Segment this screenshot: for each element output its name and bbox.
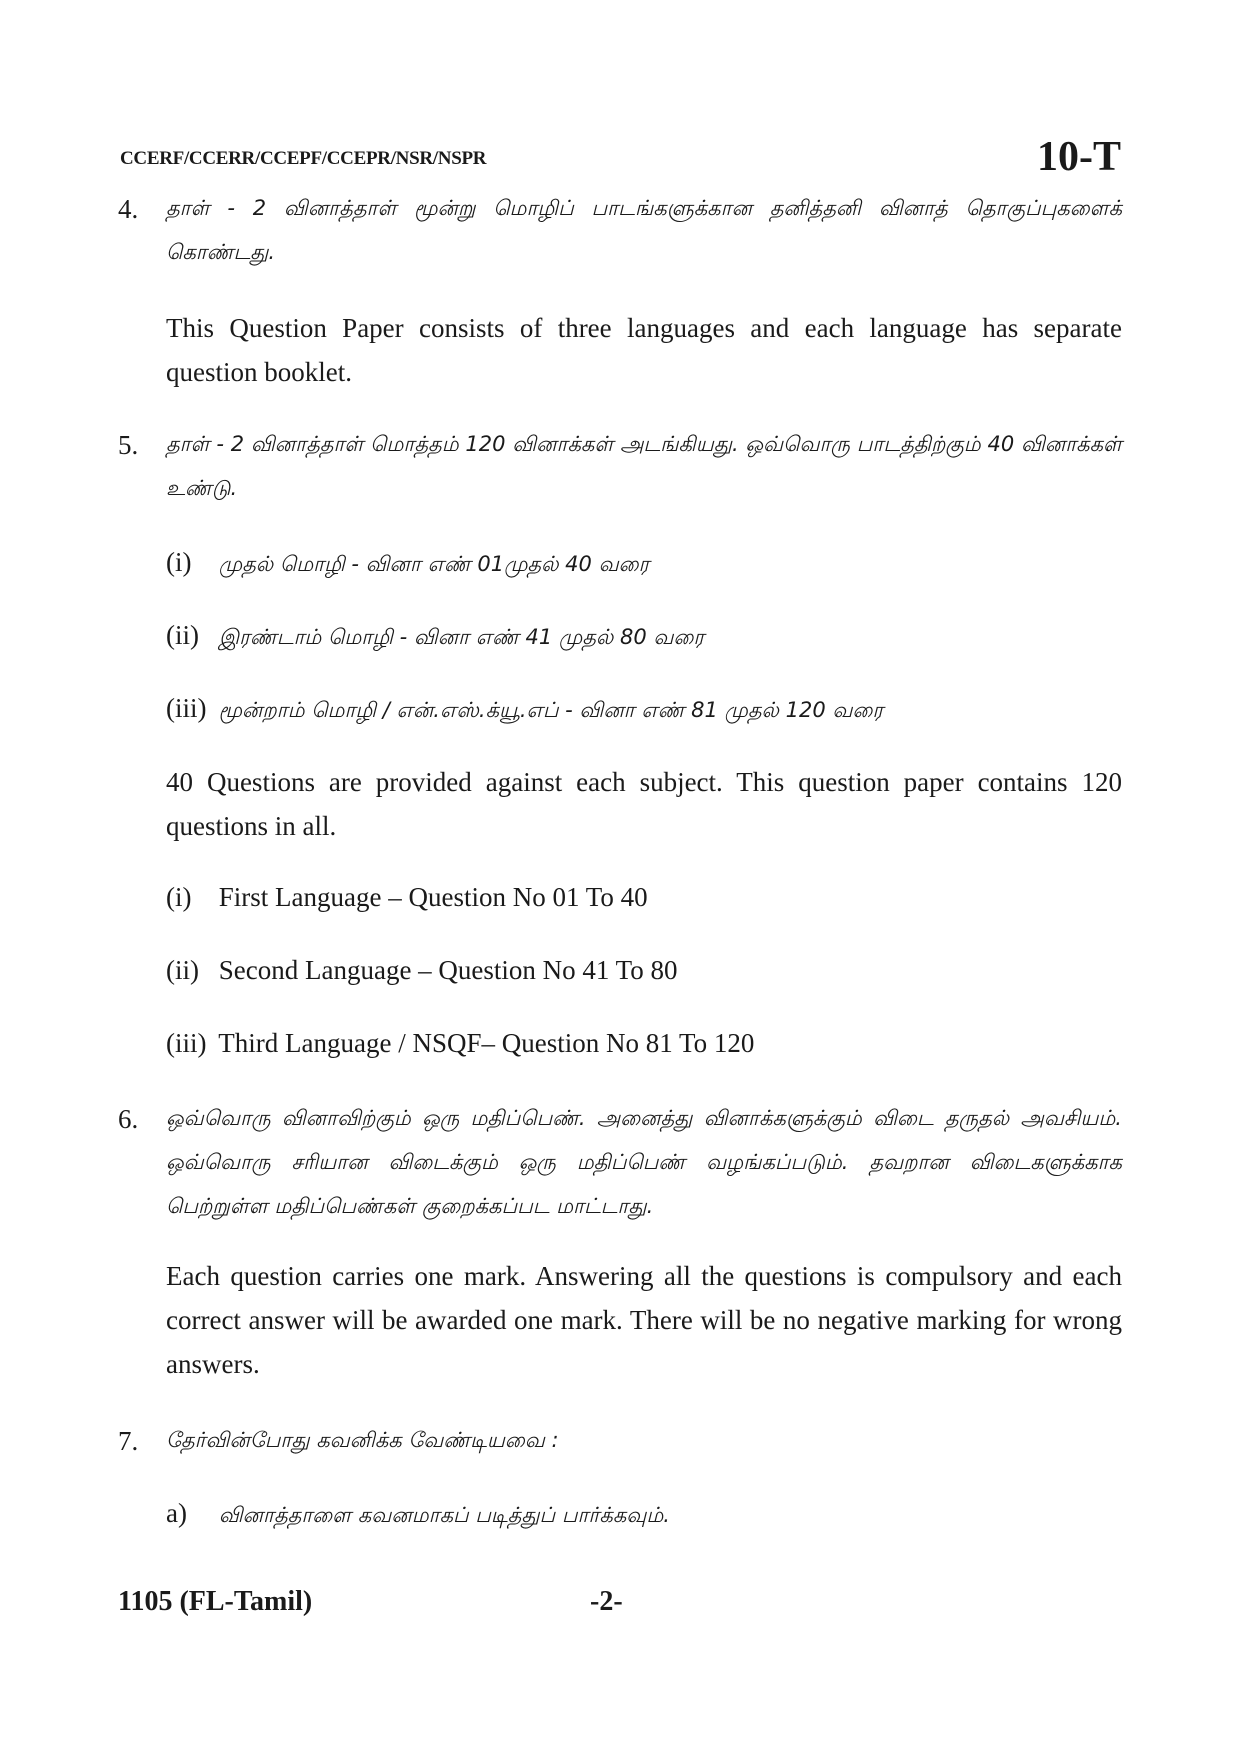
list-label: (ii) [166,620,199,650]
list-label: (iii) [166,693,207,723]
item-6-english-text: Each question carries one mark. Answering all the questions is compulsory and each correct answer will be awarded one mark. There will be no negative marking for wrong answers. [166,1261,1122,1379]
item-number-6: 6. [118,1104,139,1134]
item-5-tamil-text: தாள் - 2 வினாத்தாள் மொத்தம் 120 வினாக்கள் அடங்கியது. ஒவ்வொரு பாடத்திற்கும் 40 வினாக்கள் உண்டு. [166,432,1122,500]
english-list-item [166,1026,1122,1060]
list-label: (iii) [166,1028,207,1058]
paper-code-footer: 1105 (FL-Tamil) [118,1586,313,1617]
list-label: (i) [166,882,192,912]
paper-tag: 10-T [1037,134,1121,180]
page-number: -2- [590,1586,623,1617]
exam-code-header: CCERF/CCERR/CCEPF/CCEPR/NSR/NSPR [120,148,487,169]
item-4-english-text: This Question Paper consists of three languages and each language has separate question booklet. [166,313,1122,387]
sub-item-a [166,1496,1122,1532]
list-label: (ii) [166,955,199,985]
tamil-list-item [166,691,1122,727]
english-list-item [166,953,1122,987]
tamil-list-item [166,545,1122,581]
english-list-item [166,880,1122,914]
item-number-7: 7. [118,1426,139,1456]
item-number-5: 5. [118,430,139,460]
sub-item-text: வினாத்தாளை கவனமாகப் படித்துப் பார்க்கவும். [218,1503,670,1527]
sub-item-label: a) [166,1498,187,1528]
list-text: மூன்றாம் மொழி / என்.எஸ்.க்யூ.எப் - வினா எண் 81 முதல் 120 வரை [218,698,884,722]
item-6-tamil-text: ஒவ்வொரு வினாவிற்கும் ஒரு மதிப்பெண். அனைத்து வினாக்களுக்கும் விடை தருதல் அவசியம். ஒவ்வொரு சரியான விடைக்கும் ஒரு மதிப்பெண் வழங்கப்படும். தவறான விடைகளுக்காக பெற்றுள்ள மதிப்பெண்கள் குறைக்கப்பட மாட்டாது. [166,1106,1122,1218]
list-text: Second Language – Question No 41 To 80 [218,955,678,985]
tamil-list-item [166,618,1122,654]
item-5-english-text: 40 Questions are provided against each subject. This question paper contains 120 questions in all. [166,767,1122,841]
item-number-4: 4. [118,194,139,224]
list-text: First Language – Question No 01 To 40 [218,882,648,912]
item-4-tamil-text: தாள் - 2 வினாத்தாள் மூன்று மொழிப் பாடங்களுக்கான தனித்தனி வினாத் தொகுப்புகளைக் கொண்டது. [166,196,1122,264]
list-text: இரண்டாம் மொழி - வினா எண் 41 முதல் 80 வரை [218,625,705,649]
list-text: முதல் மொழி - வினா எண் 01முதல் 40 வரை [218,552,650,576]
list-label: (i) [166,547,192,577]
item-7-tamil-text: தேர்வின்போது கவனிக்க வேண்டியவை : [166,1428,559,1452]
list-text: Third Language / NSQF– Question No 81 To 120 [218,1028,755,1058]
